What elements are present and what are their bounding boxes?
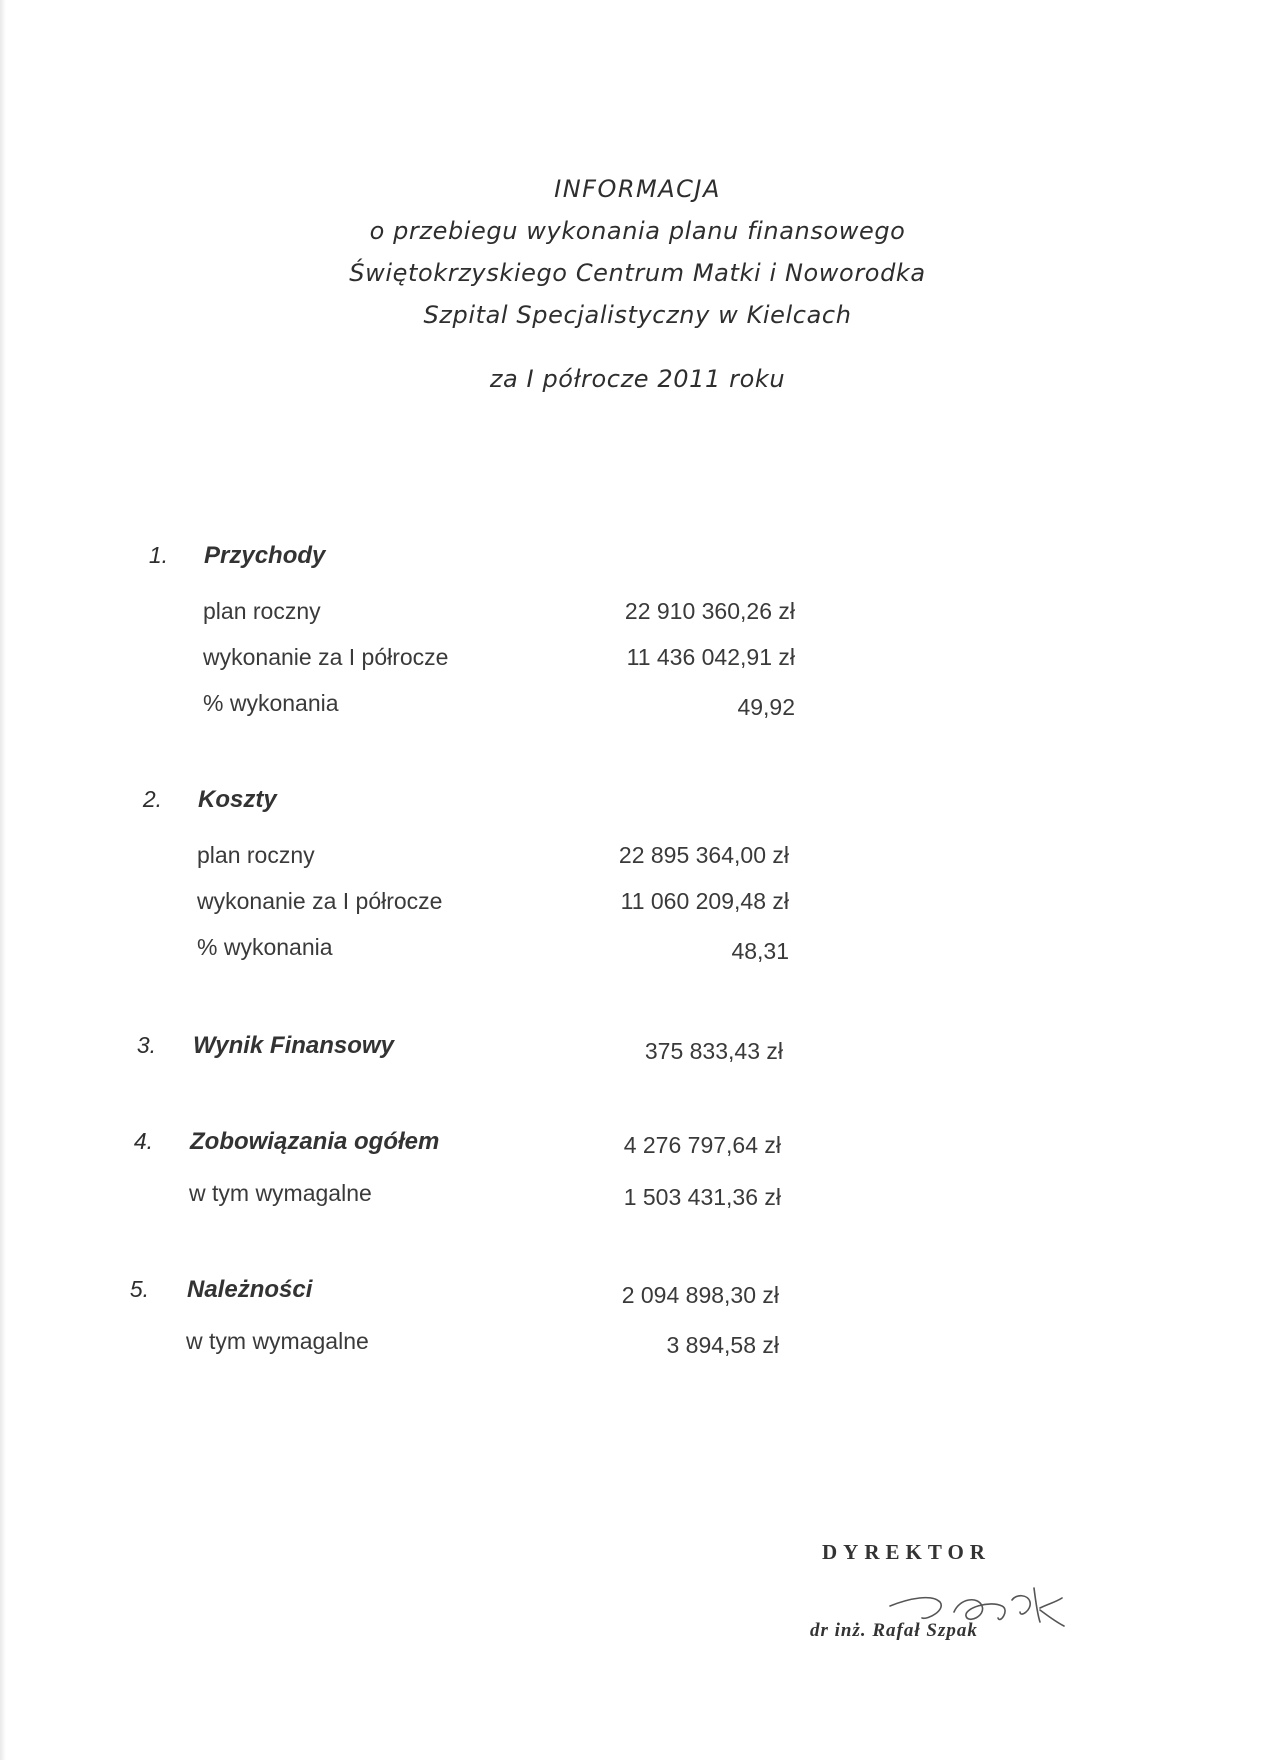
row-half-year-execution [0,644,1275,690]
row-value: 49,92 [737,694,795,720]
section-title: Koszty [198,786,277,813]
row-half-year-execution [0,888,1275,934]
row-label: w tym wymagalne [189,1180,372,1206]
section-revenue [0,542,1275,736]
row-value: 48,31 [731,938,789,964]
row-due-portion [0,1180,1275,1226]
stamp-title: DYREKTOR [822,1540,991,1564]
document-header [0,168,1275,400]
row-label: w tym wymagalne [186,1328,369,1354]
section-number: 5. [129,1276,149,1302]
row-value: 1 503 431,36 zł [623,1184,781,1210]
subtitle-line-3: Szpital Specjalistyczny w Kielcach [423,301,852,329]
section-number: 4. [133,1128,153,1154]
section-title: Wynik Finansowy [193,1032,394,1059]
row-value: 11 436 042,91 zł [626,644,795,670]
section-liabilities [0,1128,1275,1226]
row-label: wykonanie za I półrocze [197,888,443,914]
row-execution-percent [0,690,1275,736]
section-title: Należności [187,1276,313,1303]
row-value: 3 894,58 zł [666,1332,779,1358]
row-value: 22 910 360,26 zł [624,598,795,624]
subtitle-line-1: o przebiegu wykonania planu finansowego [369,217,906,245]
row-label: wykonanie za I półrocze [203,644,449,670]
section-value: 2 094 898,30 zł [621,1282,779,1308]
row-label: % wykonania [197,934,333,960]
row-label: % wykonania [203,690,339,716]
row-annual-plan [0,598,1275,644]
section-number: 1. [148,542,168,568]
row-due-portion [0,1328,1275,1374]
row-value: 11 060 209,48 zł [620,888,789,914]
director-name: dr inż. Rafał Szpak [810,1620,978,1641]
section-title: Przychody [204,542,326,569]
row-execution-percent [0,934,1275,980]
section-financial-result [0,1032,1275,1072]
section-costs [0,786,1275,980]
row-label: plan roczny [197,842,315,868]
report-period: za I półrocze 2011 roku [489,365,786,393]
row-annual-plan [0,842,1275,888]
row-label: plan roczny [203,598,321,624]
director-stamp [810,1540,1070,1660]
section-receivables [0,1276,1275,1374]
document-heading: INFORMACJA [554,175,721,203]
section-value: 375 833,43 zł [644,1038,783,1064]
subtitle-line-2: Świętokrzyskiego Centrum Matki i Noworodka [349,259,926,287]
section-value: 4 276 797,64 zł [623,1132,781,1158]
section-number: 3. [136,1032,156,1058]
row-value: 22 895 364,00 zł [618,842,789,868]
section-title: Zobowiązania ogółem [190,1128,440,1155]
section-number: 2. [142,786,162,812]
